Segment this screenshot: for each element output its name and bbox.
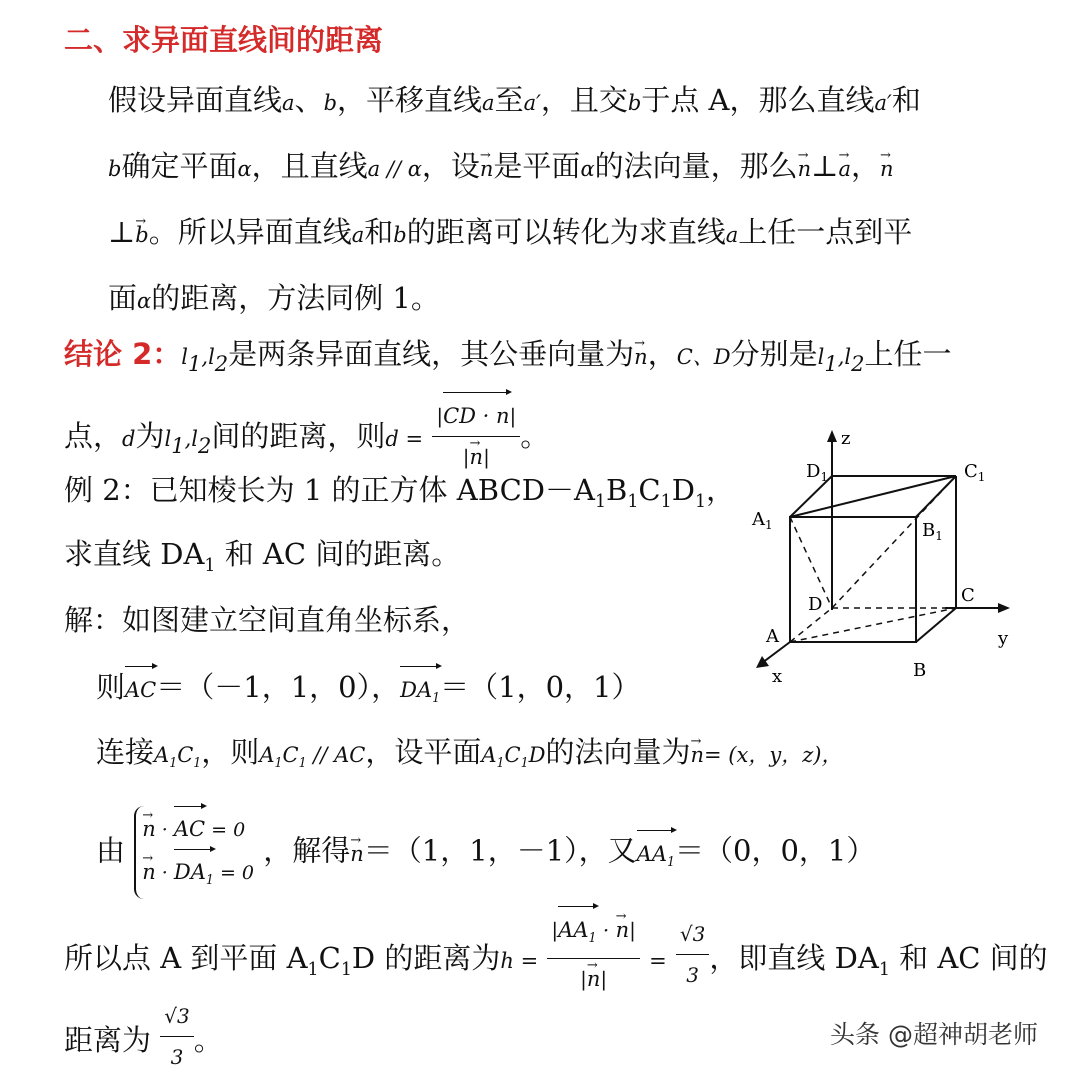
label-d1: $D_1$ (806, 461, 829, 484)
label-c1: $C_1$ (964, 461, 986, 484)
h-formula: $\frac{|AA_1 \cdot \to n|}{|\to n|}$ (547, 906, 639, 999)
paragraph-line-2: b确定平面α，且直线a // α，设→ n是平面α的法向量，那么→ n⊥→ a，→ n (108, 146, 894, 189)
cube-figure (740, 420, 1040, 690)
label-a1: $A_1$ (752, 509, 773, 532)
label-c: C (961, 585, 975, 606)
solution-line-5: 所以点 A 到平面 $A_1C_1D$ 的距离为h = $\frac{|AA_1 \cdot \to n|}{|\to n|}$ = $\frac{√3}{3}$ ，即直线 $DA_1$ 和 AC 间的 (64, 906, 1048, 999)
solution-line-4: 由 → n · AC = 0 → $n \cdot DA_1 = 0$ ，解得→ n＝（1，1，－1），又$AA_1=(0$，0，1） (96, 806, 875, 899)
label-x: x (772, 666, 783, 687)
solution-line-6: 距离为 $\frac{√3}{3}$ 。 (64, 996, 223, 1077)
label-a: A (766, 626, 779, 647)
y-axis-arrow (998, 603, 1010, 613)
paragraph-line-4: 面α的距离，方法同例 1。 (108, 281, 440, 315)
solution-line-1: 解：如图建立空间直角坐标系， (64, 603, 471, 637)
solution-line-2: 则AC＝（－1，1，0），$DA_1=(1$，0，1） (96, 666, 641, 718)
example-line-2: 求直线 $DA_1$ 和 AC 间的距离。 (64, 537, 461, 576)
distance-formula: $\frac{|CD \cdot n|}{|\to n|}$ (432, 392, 520, 477)
label-y: y (998, 628, 1009, 649)
conclusion-line-2: 点，d为$l_1,l_2$间的距离，则d = $\frac{|CD \cdot n|}{|\to n|}$ 。 (64, 392, 549, 477)
label-z: z (841, 428, 851, 449)
edge-b1c1 (916, 476, 956, 517)
solution-line-3: 连接$A_1C_1$，则$A_1C_1$ // AC，设平面$A_1C_1D$的法向量为→ n= (x，y，z)， (96, 732, 842, 783)
watermark: 头条 @超神胡老师 (830, 1020, 1038, 1049)
edge-bc (916, 608, 956, 642)
conclusion-line-1: 结论 2：$l_1,l_2$是两条异面直线，其公垂向量为→ n，C、D分别是$l_1,l_2$上任一 (64, 334, 952, 384)
front-face (790, 517, 916, 642)
example-line-1: 例 2：已知棱长为 1 的正方体 $ABCD-A_1B_1C_1D_1$， (64, 473, 736, 512)
conclusion-label: 结论 2： (64, 337, 182, 371)
paragraph-line-1: 假设异面直线a、b，平移直线a至a′，且交b于点 A，那么直线a′和 (108, 83, 921, 117)
label-b: B (913, 660, 927, 681)
z-axis-arrow (827, 430, 837, 442)
section-title: 二、求异面直线间的距离 (64, 23, 384, 57)
line-a1c1 (790, 476, 956, 517)
equation-system: → n · AC = 0 → $n \cdot DA_1 = 0$ (134, 806, 254, 899)
label-b1: $B_1$ (922, 520, 943, 543)
paragraph-line-3: ⊥→ b。所以异面直线a和b的距离可以转化为求直线a上任一点到平 (108, 212, 912, 255)
label-d: D (808, 594, 823, 615)
x-axis-arrow (756, 656, 769, 668)
